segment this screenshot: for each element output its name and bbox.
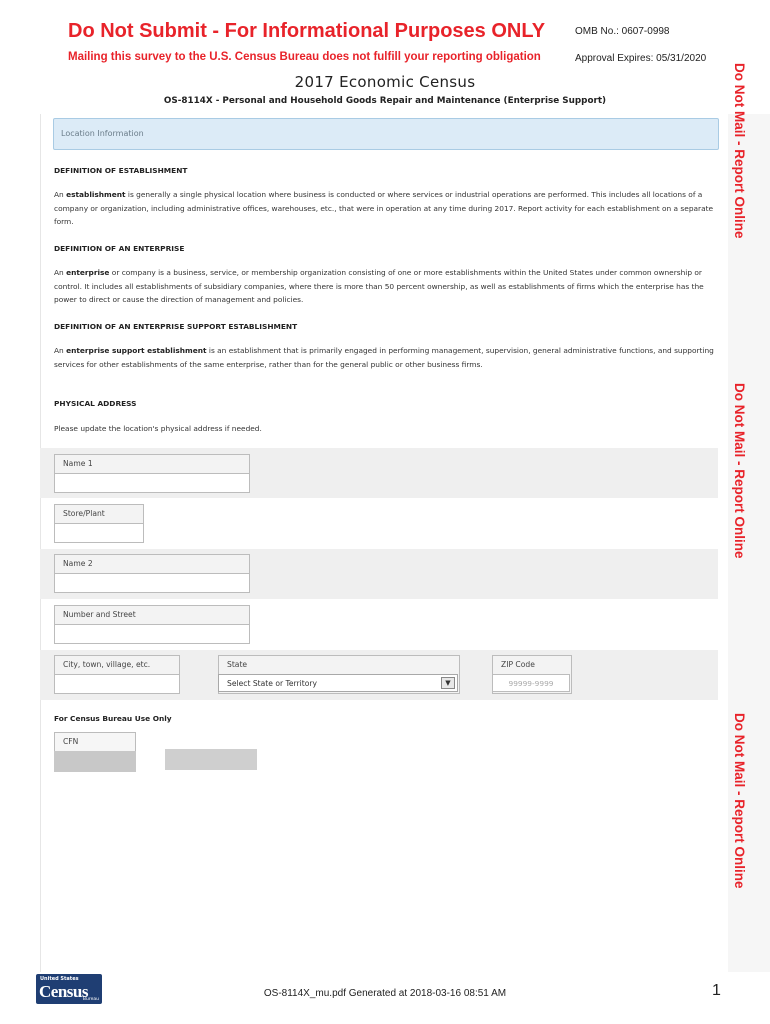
street-field [54, 605, 250, 644]
side-banner-top: Do Not Mail - Report Online [732, 63, 747, 239]
city-label: City, town, village, etc. [63, 660, 151, 669]
store-plant-input[interactable] [54, 523, 144, 543]
cfn-value-box [54, 751, 136, 772]
name1-label: Name 1 [63, 459, 93, 468]
name2-label: Name 2 [63, 559, 93, 568]
footer-generated: OS-8114X_mu.pdf Generated at 2018-03-16 08:51 AM [263, 988, 507, 999]
street-input[interactable] [54, 624, 250, 644]
census-title: 2017 Economic Census [294, 73, 476, 91]
physical-address-heading: PHYSICAL ADDRESS [54, 399, 137, 408]
street-label: Number and Street [63, 610, 136, 619]
definition-support-heading: DEFINITION OF AN ENTERPRISE SUPPORT ESTABLISHMENT [54, 322, 298, 331]
side-banner-bottom: Do Not Mail - Report Online [732, 713, 747, 889]
census-bureau-logo: United States Census Bureau [36, 974, 102, 1004]
city-input[interactable] [54, 674, 180, 694]
state-selected-value: Select State or Territory [227, 679, 318, 688]
definition-support-text: An enterprise support establishment is an establishment that is primarily engaged in performing management, supervision, general administrative functions, and supporting services for other establishments of the same enterprise, rather than for the general public or other business firms. [54, 346, 714, 369]
warning-subtitle: Mailing this survey to the U.S. Census Bureau does not fulfill your reporting obligation [68, 51, 541, 63]
physical-address-note: Please update the location's physical address if needed. [54, 424, 262, 433]
approval-expiry: Approval Expires: 05/31/2020 [575, 53, 707, 64]
census-use-heading: For Census Bureau Use Only [54, 714, 172, 723]
definition-enterprise-text: An enterprise or company is a business, service, or membership organization consisting of one or more establishments within the United States under common ownership or control. It includes all establishments of subsidiary companies, where there is more than 50 percent ownership, as well as establishments of firms which the enterprise has the power to direct or cause the direction of management and policies. [54, 268, 704, 304]
name1-field [54, 454, 250, 493]
form-title: OS-8114X - Personal and Household Goods Repair and Maintenance (Enterprise Support) [163, 96, 607, 106]
name2-input[interactable] [54, 573, 250, 593]
zip-input[interactable]: 99999-9999 [492, 674, 570, 692]
definition-enterprise-heading: DEFINITION OF AN ENTERPRISE [54, 244, 185, 253]
definition-establishment-heading: DEFINITION OF ESTABLISHMENT [54, 166, 188, 175]
cfn-field [54, 732, 136, 772]
census-use-box [165, 749, 257, 770]
city-field [54, 655, 180, 694]
term-establishment: establishment [66, 190, 126, 199]
name2-field [54, 554, 250, 593]
omb-number: OMB No.: 0607-0998 [575, 26, 670, 37]
form-page-frame [40, 114, 730, 972]
cfn-label: CFN [63, 737, 79, 746]
page-number: 1 [712, 982, 721, 999]
state-select[interactable] [218, 674, 458, 692]
definition-establishment-text: An establishment is generally a single physical location where business is conducted or where services or industrial operations are performed. This includes all locations of a company or organization, including administrative offices, warehouses, etc., that were in operation at any time during 2017. Report activity for each establishment on a separate form. [54, 190, 714, 226]
term-enterprise: enterprise [66, 268, 110, 277]
chevron-down-icon[interactable]: ▼ [441, 677, 455, 689]
name1-input[interactable] [54, 473, 250, 493]
section-label: Location Information [61, 129, 144, 138]
state-label: State [227, 660, 248, 669]
term-enterprise-support: enterprise support establishment [66, 346, 207, 355]
side-banner-middle: Do Not Mail - Report Online [732, 383, 747, 559]
warning-title: Do Not Submit - For Informational Purposes ONLY [68, 20, 546, 42]
zip-label: ZIP Code [501, 660, 535, 669]
store-plant-field [54, 504, 144, 543]
location-information-section [53, 118, 719, 150]
store-plant-label: Store/Plant [63, 509, 105, 518]
